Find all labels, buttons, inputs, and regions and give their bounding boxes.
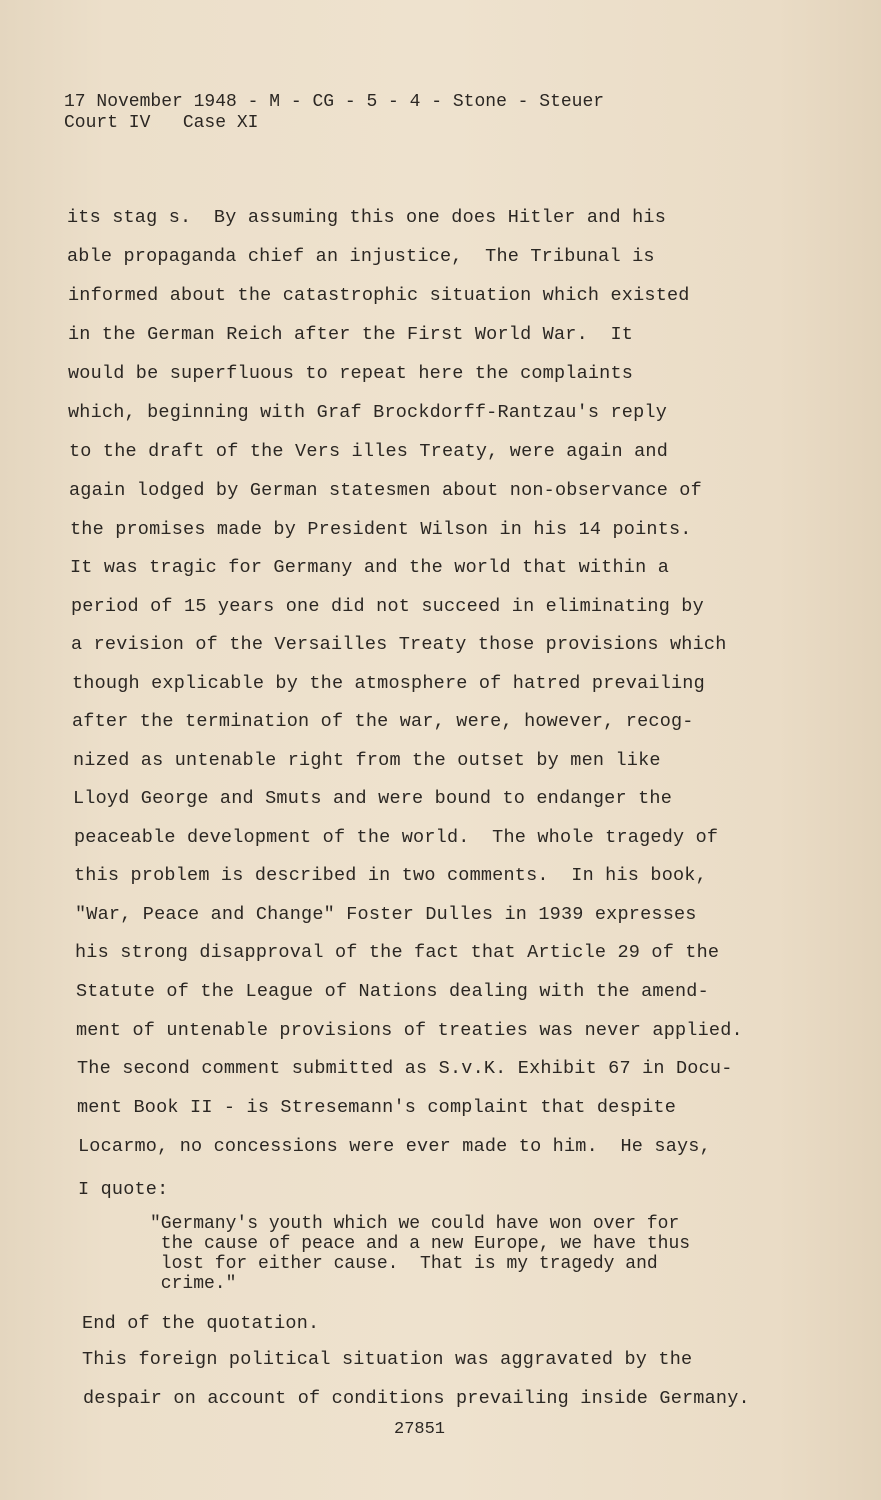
body-line: after the termination of the war, were, however, recog- — [72, 711, 694, 732]
body-line: able propaganda chief an injustice, The Tribunal is — [67, 246, 655, 267]
body-line: ment Book II - is Stresemann's complaint that despite — [77, 1097, 676, 1118]
body-line: his strong disapproval of the fact that Article 29 of the — [75, 942, 720, 963]
quote-line: crime." — [150, 1274, 237, 1294]
closing-line: despair on account of conditions prevailing inside Germany. — [83, 1388, 750, 1409]
body-line: I quote: — [78, 1179, 169, 1200]
body-line: Lloyd George and Smuts and were bound to endanger the — [73, 788, 672, 809]
closing-line: End of the quotation. — [82, 1313, 320, 1334]
body-line: Statute of the League of Nations dealing with the amend- — [76, 981, 709, 1002]
closing-line: This foreign political situation was aggravated by the — [82, 1349, 693, 1370]
body-line: informed about the catastrophic situation which existed — [68, 285, 690, 306]
body-line: period of 15 years one did not succeed in eliminating by — [71, 596, 704, 617]
body-line: Locarmo, no concessions were ever made to him. He says, — [78, 1136, 711, 1157]
body-line: peaceable development of the world. The whole tragedy of — [74, 827, 719, 848]
document-header — [64, 92, 604, 134]
body-line: though explicable by the atmosphere of hatred prevailing — [72, 673, 705, 694]
body-line: the promises made by President Wilson in his 14 points. — [70, 519, 692, 540]
body-line: in the German Reich after the First World War. It — [68, 324, 634, 345]
body-line: would be superfluous to repeat here the complaints — [68, 363, 634, 384]
header-court-line: Court IV Case XI — [64, 113, 259, 133]
body-line: to the draft of the Vers illes Treaty, were again and — [69, 441, 668, 462]
body-line: It was tragic for Germany and the world that within a — [70, 557, 669, 578]
body-line: The second comment submitted as S.v.K. Exhibit 67 in Docu- — [77, 1058, 733, 1079]
quote-line: lost for either cause. That is my tragedy and — [150, 1254, 658, 1274]
body-line: a revision of the Versailles Treaty those provisions which — [71, 634, 727, 655]
quote-line: "Germany's youth which we could have won over for — [150, 1214, 680, 1234]
body-line: this problem is described in two comments. In his book, — [74, 865, 707, 886]
quote-line: the cause of peace and a new Europe, we have thus — [150, 1234, 691, 1254]
body-line: ment of untenable provisions of treaties was never applied. — [76, 1020, 743, 1041]
body-line: which, beginning with Graf Brockdorff-Rantzau's reply — [68, 402, 667, 423]
body-line: again lodged by German statesmen about non-observance of — [69, 480, 702, 501]
body-line: its stag s. By assuming this one does Hitler and his — [67, 207, 666, 228]
body-line: nized as untenable right from the outset by men like — [73, 750, 661, 771]
header-date-line: 17 November 1948 - M - CG - 5 - 4 - Stone - Steuer — [64, 92, 605, 112]
page-number: 27851 — [394, 1420, 446, 1439]
body-line: "War, Peace and Change" Foster Dulles in 1939 expresses — [75, 904, 697, 925]
